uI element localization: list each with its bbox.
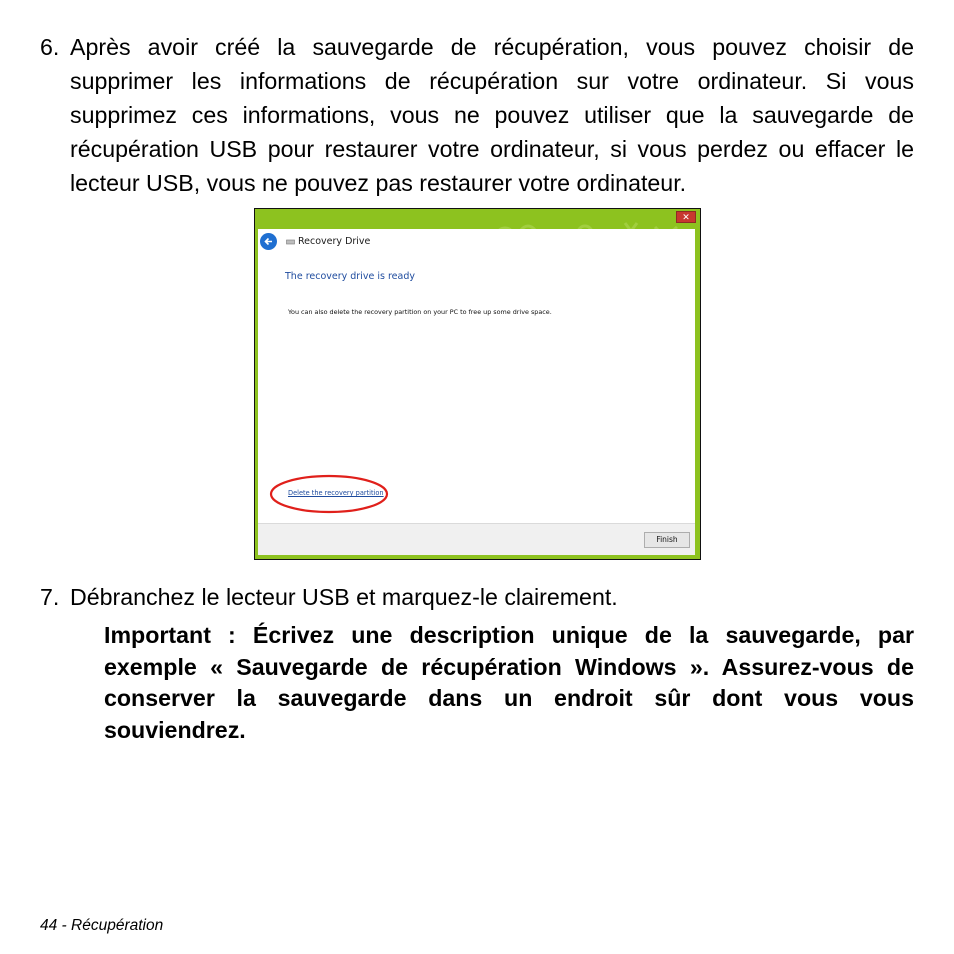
step-7-text: Débranchez le lecteur USB et marquez-le clairement. [70,584,618,610]
step-6-text: Après avoir créé la sauvegarde de récupération, vous pouvez choisir de supprimer les informations de récupération sur votre ordinateur. Si vous supprimez ces informations, vous ne pouvez utiliser que la sauvegarde de récupération USB pour restaurer votre ordinateur, si vous perdez ou effacer le lecteur USB, vous ne pouvez pas restaurer votre ordinateur. [70,34,914,196]
finish-button[interactable]: Finish [644,532,690,548]
important-note: Important : Écrivez une description unique de la sauvegarde, par exemple « Sauvegarde de récupération Windows ». Assurez-vous de conserver la sauvegarde dans un endroit sûr dont vous vous souviendrez. [104,622,914,743]
usb-drive-icon [286,239,295,245]
page-footer: 44 - Récupération [40,917,164,934]
recovery-drive-screenshot [254,208,701,560]
step-6 [40,30,914,200]
back-arrow-icon [263,236,274,247]
close-button[interactable]: ✕ [676,211,696,223]
step-7 [40,580,914,614]
delete-recovery-partition-link[interactable]: Delete the recovery partition [288,489,384,497]
back-button[interactable] [260,233,277,250]
step-6-number: 6. [40,34,60,60]
status-message: You can also delete the recovery partition on your PC to free up some drive space. [288,308,552,316]
step-7-number: 7. [40,584,60,610]
window-client-area [258,229,695,555]
status-heading: The recovery drive is ready [285,271,415,282]
window-title: Recovery Drive [298,236,371,247]
button-bar [258,523,695,555]
